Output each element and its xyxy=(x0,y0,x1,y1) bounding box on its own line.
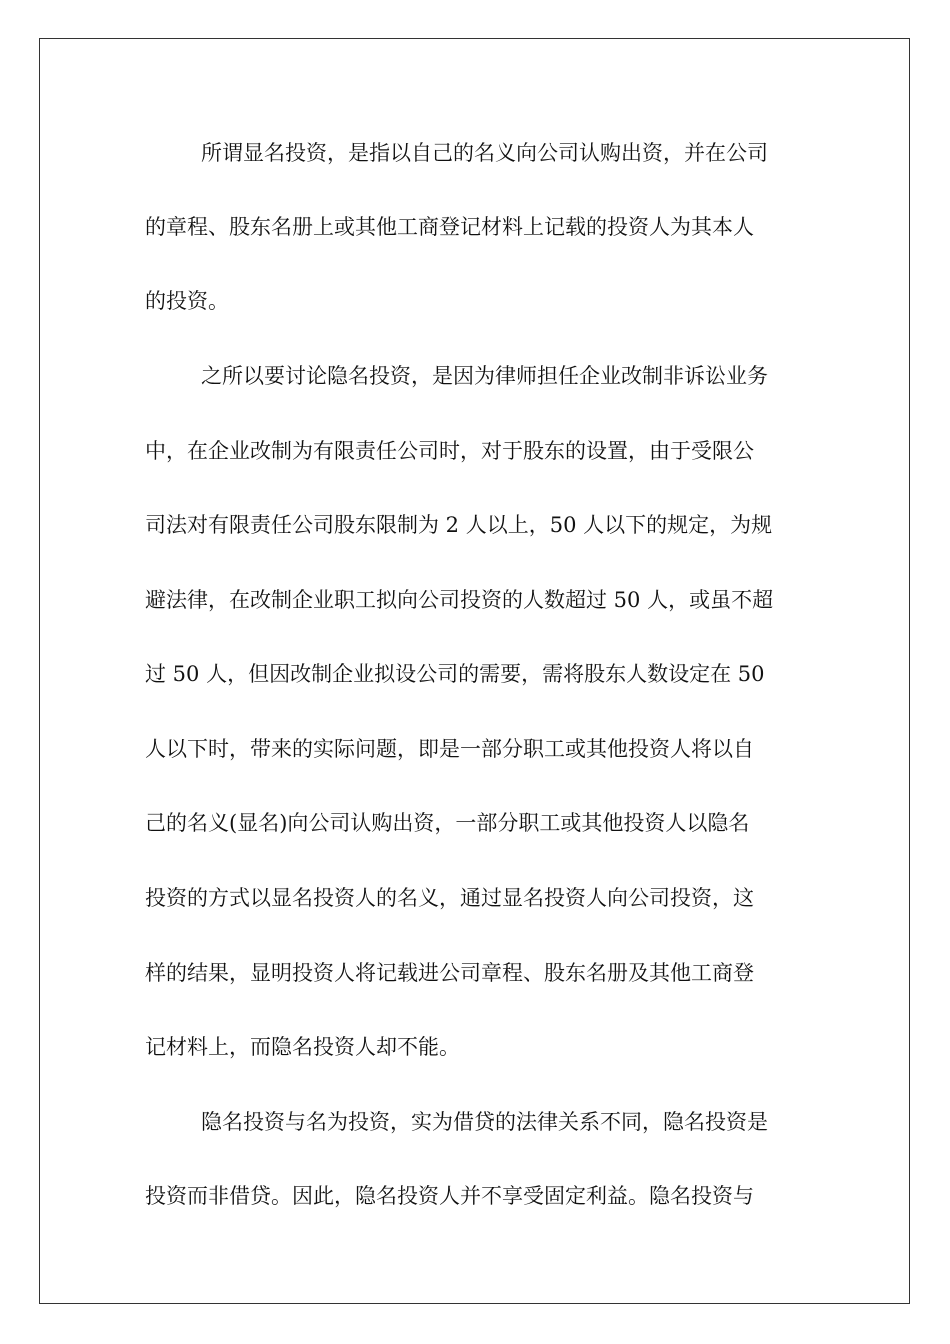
paragraph-3-line-1: 隐名投资与名为投资，实为借贷的法律关系不同，隐名投资是 xyxy=(201,1110,768,1134)
paragraph-1-line-2: 的章程、股东名册上或其他工商登记材料上记载的投资人为其本人 xyxy=(145,215,754,239)
paragraph-2-line-10: 记材料上，而隐名投资人却不能。 xyxy=(145,1035,460,1059)
paragraph-2-line-8: 投资的方式以显名投资人的名义，通过显名投资人向公司投资，这 xyxy=(145,886,754,910)
paragraph-2-line-9: 样的结果，显明投资人将记载进公司章程、股东名册及其他工商登 xyxy=(145,961,754,985)
paragraph-2-line-2: 中，在企业改制为有限责任公司时，对于股东的设置，由于受限公 xyxy=(145,439,754,463)
paragraph-2-line-7: 己的名义(显名)向公司认购出资，一部分职工或其他投资人以隐名 xyxy=(145,811,750,835)
paragraph-2-line-5: 过 50 人，但因改制企业拟设公司的需要，需将股东人数设定在 50 xyxy=(145,662,765,686)
paragraph-2-line-6: 人以下时，带来的实际问题，即是一部分职工或其他投资人将以自 xyxy=(145,737,754,761)
paragraph-3-line-2: 投资而非借贷。因此，隐名投资人并不享受固定利益。隐名投资与 xyxy=(145,1184,754,1208)
paragraph-2-line-4: 避法律，在改制企业职工拟向公司投资的人数超过 50 人，或虽不超 xyxy=(145,588,774,612)
paragraph-1-line-3: 的投资。 xyxy=(145,289,229,313)
paragraph-2-line-1: 之所以要讨论隐名投资，是因为律师担任企业改制非诉讼业务 xyxy=(201,364,768,388)
paragraph-2-line-3: 司法对有限责任公司股东限制为 2 人以上，50 人以下的规定，为规 xyxy=(145,513,773,537)
paragraph-1-line-1: 所谓显名投资，是指以自己的名义向公司认购出资，并在公司 xyxy=(201,141,768,165)
